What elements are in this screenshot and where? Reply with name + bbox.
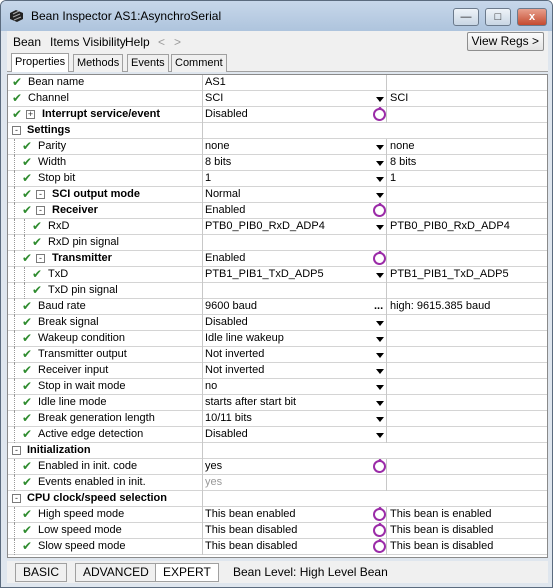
close-button[interactable] [517, 8, 547, 26]
property-info [388, 315, 547, 331]
property-info [388, 427, 547, 443]
tree-guide-line [14, 203, 15, 219]
tree-guide-line [14, 523, 15, 539]
menu-help[interactable]: Help [125, 35, 150, 49]
property-row[interactable] [8, 379, 547, 395]
property-value[interactable]: yes [205, 460, 223, 472]
value-button-cell [372, 75, 387, 91]
property-value[interactable]: This bean enabled [205, 508, 296, 520]
property-name: Settings [27, 123, 203, 139]
toggle-cycle-icon[interactable] [373, 204, 386, 217]
tree-guide-line [14, 315, 15, 331]
inspector-tabs [7, 53, 548, 72]
value-button-cell [372, 395, 387, 411]
property-row[interactable] [8, 235, 547, 251]
checkmark-icon[interactable]: ✔ [22, 187, 33, 201]
property-row[interactable] [8, 107, 547, 123]
tree-guide-line [14, 331, 15, 347]
property-value[interactable]: starts after start bit [205, 396, 297, 408]
checkmark-icon[interactable]: ✔ [12, 75, 23, 89]
property-row[interactable] [8, 251, 547, 267]
tree-guide-line [14, 219, 15, 235]
property-name: SCI output mode [52, 187, 203, 203]
property-info [388, 347, 547, 363]
property-row[interactable] [8, 459, 547, 475]
collapse-icon[interactable]: - [36, 206, 45, 215]
property-info: high: 9615.385 baud [390, 300, 491, 312]
checkmark-icon[interactable]: ✔ [22, 363, 33, 377]
tree-guide-line [14, 171, 15, 187]
property-row[interactable] [8, 91, 547, 107]
property-info: PTB0_PIB0_RxD_ADP4 [390, 220, 510, 232]
checkmark-icon[interactable]: ✔ [22, 139, 33, 153]
property-name: Low speed mode [38, 523, 203, 539]
checkmark-icon[interactable]: ✔ [22, 539, 33, 553]
tree-guide-line [14, 427, 15, 443]
checkmark-icon[interactable]: ✔ [22, 379, 33, 393]
property-value[interactable]: yes [205, 476, 223, 488]
property-row[interactable] [8, 139, 547, 155]
toggle-cycle-icon[interactable] [373, 508, 386, 521]
dropdown-arrow-icon[interactable] [374, 222, 385, 232]
property-info [388, 107, 547, 123]
checkmark-icon[interactable]: ✔ [22, 203, 33, 217]
property-name: RxD [48, 219, 203, 235]
checkmark-icon[interactable]: ✔ [22, 523, 33, 537]
property-value[interactable]: AS1 [205, 76, 226, 88]
tree-guide-line [24, 283, 25, 299]
tree-guide-line [14, 475, 15, 491]
value-button-cell [372, 411, 387, 427]
property-row[interactable] [8, 299, 547, 315]
property-info [388, 283, 547, 299]
tree-guide-line [14, 235, 15, 251]
value-button-cell [372, 363, 387, 379]
property-name: TxD [48, 267, 203, 283]
property-row[interactable] [8, 363, 547, 379]
level-advanced-tab[interactable]: ADVANCED [75, 563, 157, 582]
property-info [388, 331, 547, 347]
collapse-icon[interactable]: - [12, 446, 21, 455]
property-row[interactable] [8, 171, 547, 187]
checkmark-icon[interactable]: ✔ [22, 299, 33, 313]
property-info [388, 475, 547, 491]
property-value[interactable]: This bean disabled [205, 524, 298, 536]
dropdown-arrow-icon[interactable] [374, 270, 385, 280]
value-button-cell [372, 171, 387, 187]
property-value[interactable] [203, 235, 372, 251]
checkmark-icon[interactable]: ✔ [12, 91, 23, 105]
value-button-cell [372, 507, 387, 523]
property-name: Initialization [27, 443, 203, 459]
toggle-cycle-icon[interactable] [373, 252, 386, 265]
checkmark-icon[interactable]: ✔ [22, 251, 33, 265]
property-name: Break generation length [38, 411, 203, 427]
property-name: Idle line mode [38, 395, 203, 411]
dropdown-arrow-icon[interactable] [374, 430, 385, 440]
property-name: Receiver input [38, 363, 203, 379]
property-name: Baud rate [38, 299, 203, 315]
tree-guide-line [14, 411, 15, 427]
value-button-cell [372, 459, 387, 475]
value-button-cell [372, 139, 387, 155]
value-button-cell [372, 187, 387, 203]
property-name: Slow speed mode [38, 539, 203, 555]
expand-icon[interactable]: + [27, 109, 34, 119]
property-name: TxD pin signal [48, 283, 203, 299]
property-value[interactable] [203, 283, 372, 299]
property-name: Stop in wait mode [38, 379, 203, 395]
tab-comment[interactable]: Comment [171, 54, 227, 72]
property-name: Wakeup condition [38, 331, 203, 347]
checkmark-icon[interactable]: ✔ [22, 411, 33, 425]
title-bar[interactable] [1, 1, 552, 31]
tree-guide-line [14, 299, 15, 315]
property-value[interactable]: Enabled [205, 204, 246, 216]
property-row[interactable] [8, 315, 547, 331]
value-button-cell [372, 203, 387, 219]
value-button-cell [372, 299, 387, 315]
value-button-cell [372, 155, 387, 171]
property-value[interactable]: PTB0_PIB0_RxD_ADP4 [205, 220, 325, 232]
property-value[interactable]: Disabled [205, 108, 248, 120]
close-icon: x [528, 11, 536, 23]
tree-guide-line [14, 363, 15, 379]
value-button-cell [372, 107, 387, 123]
tree-guide-line [14, 379, 15, 395]
view-regs-button[interactable]: View Regs > [467, 32, 544, 51]
checkmark-icon[interactable]: ✔ [32, 283, 43, 297]
bean-level-label: Bean Level: High Level Bean [233, 565, 388, 579]
property-name: Interrupt service/event [42, 107, 203, 123]
bean-app-icon [9, 9, 25, 23]
tree-guide-line [24, 235, 25, 251]
ellipsis-button[interactable]: ... [374, 300, 384, 312]
dropdown-arrow-icon[interactable] [374, 414, 385, 424]
tree-guide-line [14, 347, 15, 363]
value-button-cell [372, 219, 387, 235]
section-row[interactable] [8, 443, 547, 459]
dropdown-arrow-icon[interactable] [374, 350, 385, 360]
value-button-cell [372, 315, 387, 331]
toggle-cycle-icon[interactable] [373, 540, 386, 553]
dropdown-arrow-icon[interactable] [374, 366, 385, 376]
property-value[interactable]: none [205, 140, 230, 152]
checkmark-icon[interactable]: ✔ [22, 427, 33, 441]
dropdown-arrow-icon[interactable] [374, 158, 385, 168]
property-row[interactable] [8, 507, 547, 523]
property-row[interactable] [8, 331, 547, 347]
property-value[interactable]: Normal [205, 188, 241, 200]
checkmark-icon[interactable]: ✔ [22, 315, 33, 329]
property-value[interactable]: Idle line wakeup [205, 332, 284, 344]
property-name: Receiver [52, 203, 203, 219]
collapse-icon[interactable]: - [12, 126, 21, 135]
value-button-cell [372, 283, 387, 299]
property-name: Width [38, 155, 203, 171]
property-row[interactable] [8, 411, 547, 427]
property-value[interactable]: no [205, 380, 218, 392]
tab-properties[interactable]: Properties [11, 53, 69, 72]
tree-guide-line [14, 283, 15, 299]
checkmark-icon[interactable]: ✔ [22, 475, 33, 489]
level-basic-tab[interactable]: BASIC [15, 563, 67, 582]
property-info [388, 411, 547, 427]
property-value[interactable]: Disabled [205, 316, 248, 328]
value-button-cell [372, 91, 387, 107]
checkmark-icon[interactable]: ✔ [12, 107, 23, 121]
property-name: High speed mode [38, 507, 203, 523]
value-button-cell [372, 331, 387, 347]
dropdown-arrow-icon[interactable] [374, 382, 385, 392]
tab-methods[interactable]: Methods [73, 54, 123, 72]
properties-grid [7, 74, 548, 558]
minimize-button[interactable] [453, 8, 479, 26]
tree-guide-line [24, 267, 25, 283]
property-info: 1 [390, 172, 397, 184]
property-name: Break signal [38, 315, 203, 331]
property-info [388, 459, 547, 475]
property-info: SCI [390, 92, 409, 104]
window-title: Bean Inspector AS1:AsynchroSerial [31, 9, 222, 23]
checkmark-icon[interactable]: ✔ [22, 155, 33, 169]
property-row[interactable] [8, 219, 547, 235]
property-value[interactable]: 1 [205, 172, 212, 184]
property-row[interactable] [8, 155, 547, 171]
checkmark-icon[interactable]: ✔ [22, 507, 33, 521]
back-arrow-icon[interactable]: < [158, 35, 166, 49]
property-info [388, 395, 547, 411]
level-expert-tab[interactable]: EXPERT [155, 563, 219, 582]
property-value[interactable]: PTB1_PIB1_TxD_ADP5 [205, 268, 324, 280]
menu-bean[interactable]: Bean [13, 35, 42, 49]
dropdown-arrow-icon[interactable] [374, 398, 385, 408]
property-value[interactable]: SCI [205, 92, 224, 104]
property-row[interactable] [8, 283, 547, 299]
property-row[interactable] [8, 75, 547, 91]
property-row[interactable] [8, 267, 547, 283]
dropdown-arrow-icon[interactable] [374, 142, 385, 152]
tree-guide-line [14, 267, 15, 283]
tree-guide-line [14, 395, 15, 411]
property-value[interactable]: This bean disabled [205, 540, 298, 552]
property-name: Active edge detection [38, 427, 203, 443]
toggle-cycle-icon[interactable] [373, 460, 386, 473]
section-row[interactable] [8, 123, 547, 139]
property-row[interactable] [8, 187, 547, 203]
tree-guide-line [14, 459, 15, 475]
property-value[interactable]: 8 bits [205, 156, 232, 168]
property-info [388, 75, 547, 91]
property-name: RxD pin signal [48, 235, 203, 251]
menu-bar [7, 31, 548, 53]
property-row[interactable] [8, 395, 547, 411]
property-info [388, 251, 547, 267]
level-bar [7, 561, 548, 583]
tree-guide-line [14, 139, 15, 155]
property-info: 8 bits [390, 156, 417, 168]
collapse-icon[interactable]: - [36, 190, 45, 199]
property-name: Transmitter [52, 251, 203, 267]
collapse-icon[interactable]: - [36, 254, 45, 263]
property-info [388, 363, 547, 379]
property-name: Channel [28, 91, 203, 107]
value-button-cell [372, 539, 387, 555]
checkmark-icon[interactable]: ✔ [22, 347, 33, 361]
checkmark-icon[interactable]: ✔ [22, 331, 33, 345]
section-row[interactable] [8, 491, 547, 507]
property-name: Stop bit [38, 171, 203, 187]
tree-guide-line [14, 507, 15, 523]
value-button-cell [372, 427, 387, 443]
property-value[interactable]: Enabled [205, 252, 246, 264]
property-info: none [390, 140, 415, 152]
value-button-cell [372, 475, 387, 491]
tree-guide-line [14, 251, 15, 267]
tree-guide-line [14, 155, 15, 171]
tab-events[interactable]: Events [127, 54, 169, 72]
property-info [388, 203, 547, 219]
dropdown-arrow-icon[interactable] [374, 94, 385, 104]
dropdown-arrow-icon[interactable] [374, 174, 385, 184]
dropdown-arrow-icon[interactable] [374, 190, 385, 200]
property-info [388, 235, 547, 251]
maximize-button[interactable] [485, 8, 511, 26]
tree-guide-line [14, 187, 15, 203]
property-name: Events enabled in init. [38, 475, 203, 491]
property-info: PTB1_PIB1_TxD_ADP5 [390, 268, 509, 280]
checkmark-icon[interactable]: ✔ [22, 395, 33, 409]
minimize-icon: — [460, 11, 472, 23]
checkmark-icon[interactable]: ✔ [32, 219, 43, 233]
value-button-cell [372, 251, 387, 267]
property-row[interactable] [8, 475, 547, 491]
property-value[interactable]: Not inverted [205, 348, 265, 360]
collapse-icon[interactable]: - [12, 494, 21, 503]
tree-guide-line [14, 539, 15, 555]
property-row[interactable] [8, 203, 547, 219]
property-info [388, 379, 547, 395]
property-row[interactable] [8, 347, 547, 363]
checkmark-icon[interactable]: ✔ [22, 459, 33, 473]
property-name: CPU clock/speed selection [27, 491, 203, 507]
toggle-cycle-icon[interactable] [373, 524, 386, 537]
property-value[interactable]: 9600 baud [205, 300, 257, 312]
dropdown-arrow-icon[interactable] [374, 334, 385, 344]
checkmark-icon[interactable]: ✔ [32, 235, 43, 249]
property-row[interactable] [8, 427, 547, 443]
property-name: Bean name [28, 75, 203, 91]
checkmark-icon[interactable]: ✔ [32, 267, 43, 281]
property-info [388, 187, 547, 203]
property-value[interactable]: Not inverted [205, 364, 265, 376]
value-button-cell [372, 235, 387, 251]
property-info: This bean is disabled [390, 540, 494, 552]
value-button-cell [372, 523, 387, 539]
toggle-cycle-icon[interactable] [373, 108, 386, 121]
property-name: Parity [38, 139, 203, 155]
property-value[interactable]: 10/11 bits [205, 412, 252, 424]
maximize-icon: □ [494, 11, 502, 23]
value-button-cell [372, 267, 387, 283]
checkmark-icon[interactable]: ✔ [22, 171, 33, 185]
property-row[interactable] [8, 539, 547, 555]
value-button-cell [372, 347, 387, 363]
property-row[interactable] [8, 523, 547, 539]
dropdown-arrow-icon[interactable] [374, 318, 385, 328]
menu-items-visibility[interactable]: Items Visibility [50, 35, 126, 49]
tree-guide-line [24, 219, 25, 235]
property-info: This bean is enabled [390, 508, 492, 520]
property-info: This bean is disabled [390, 524, 494, 536]
property-value[interactable]: Disabled [205, 428, 248, 440]
property-name: Enabled in init. code [38, 459, 203, 475]
value-button-cell [372, 379, 387, 395]
property-name: Transmitter output [38, 347, 203, 363]
forward-arrow-icon[interactable]: > [174, 35, 182, 49]
